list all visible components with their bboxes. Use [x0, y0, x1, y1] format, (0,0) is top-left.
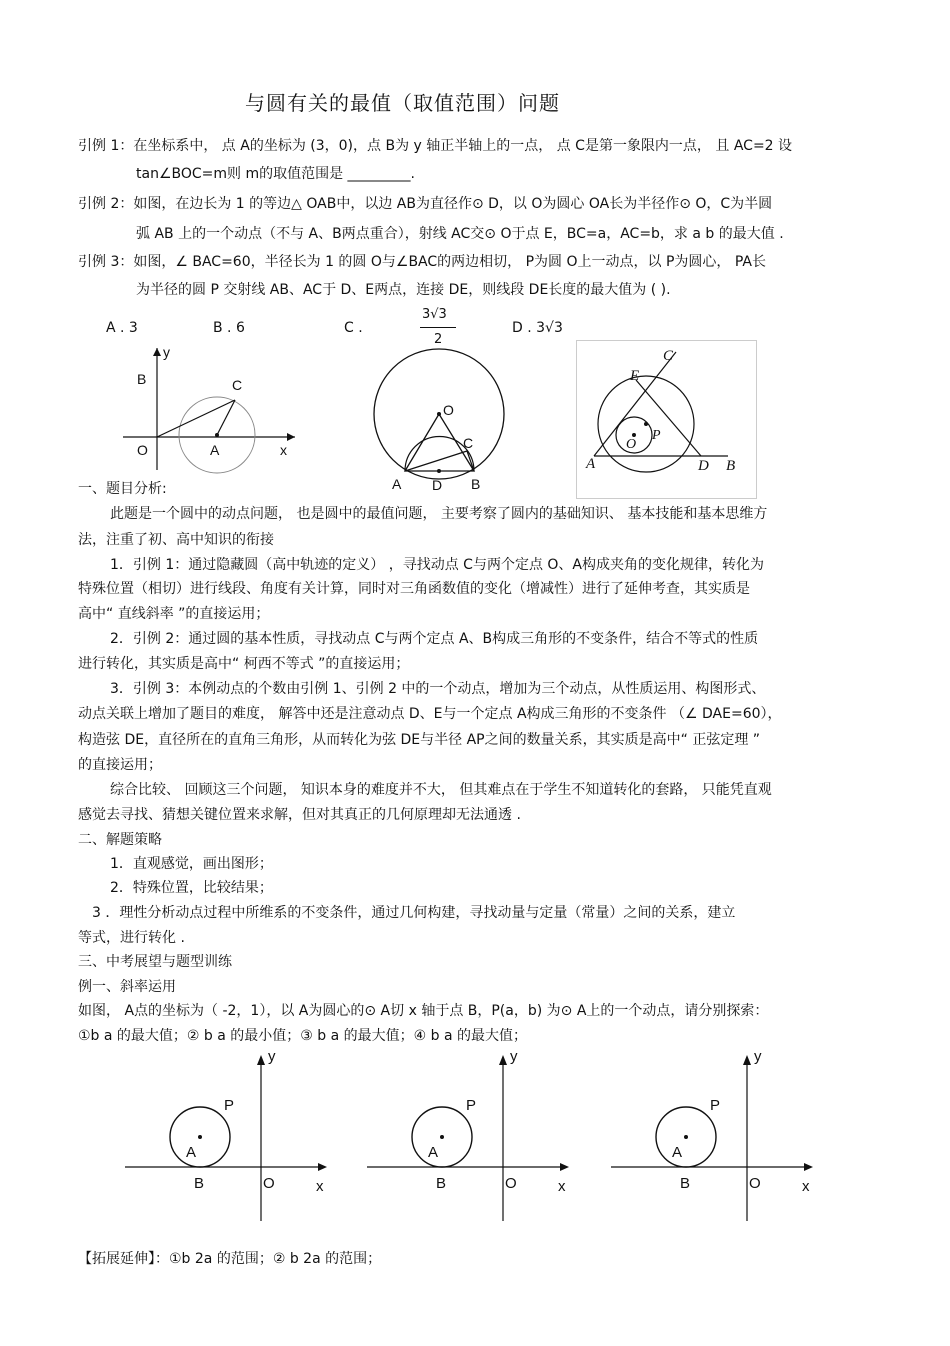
option-d: D . 3√3 — [512, 320, 563, 336]
label-y: y — [163, 344, 170, 360]
ray-ac — [405, 451, 467, 471]
option-a: A . 3 — [106, 320, 138, 336]
intro-line: 弧 AB 上的一个动点（不与 A、B两点重合），射线 AC交⊙ O于点 E，BC=a，AC=b，求 a b 的最大值 . — [136, 226, 784, 242]
strategy-line: 2．特殊位置，比较结果； — [110, 880, 273, 896]
segment-ac — [217, 400, 235, 435]
analysis-line: 高中“ 直线斜率 ”的直接运用； — [78, 606, 270, 622]
intro-line: tan∠BOC=m则 m的取值范围是 _________. — [136, 166, 416, 182]
figure-1 — [115, 340, 305, 475]
label-c: C — [463, 435, 474, 451]
label-p: P — [466, 1097, 477, 1114]
option-b: B . 6 — [213, 320, 245, 336]
label-a: A — [428, 1144, 439, 1161]
label-d: D — [432, 477, 443, 493]
label-e: E — [630, 368, 640, 384]
example-1-title: 例一、斜率运用 — [78, 979, 176, 995]
label-b: B — [137, 371, 147, 387]
example-1-line: ①b a 的最大值；② b a 的最小值；③ b a 的最大值；④ b a 的最大值； — [78, 1028, 528, 1044]
segment-de — [636, 380, 701, 456]
analysis-line: 综合比较、 回顾这三个问题， 知识本身的难度并不大， 但其难点在于学生不知道转化的套路， 只能凭直观 — [110, 782, 772, 798]
section-1-title: 一、题目分析: — [78, 481, 167, 497]
y-arrow-icon — [153, 348, 161, 356]
intro-line: 为半径的圆 P 交射线 AB、AC于 D、E两点，连接 DE，则线段 DE长度的最大值为 ( ). — [136, 282, 671, 298]
analysis-line: 此题是一个圆中的动点问题， 也是圆中的最值问题， 主要考察了圆内的基础知识、 基本技能和基本思维方 — [110, 506, 768, 522]
figure-3 — [576, 340, 758, 500]
analysis-line: 1．引例 1：通过隐藏圆（高中轨迹的定义） ，寻找动点 C与两个定点 O、A构成夹角的变化规律，转化为 — [110, 557, 764, 573]
label-y: y — [510, 1048, 518, 1065]
fraction-bar — [420, 327, 456, 328]
intro-line: 引例 2：如图，在边长为 1 的等边△ OAB中，以边 AB为直径作⊙ D，以 O为圆心 OA长为半径作⊙ O，C为半圆 — [78, 196, 773, 212]
y-arrow-icon — [499, 1055, 507, 1065]
section-3-title: 三、中考展望与题型训练 — [78, 954, 232, 970]
x-arrow-icon — [318, 1163, 327, 1171]
analysis-line: 进行转化，其实质是高中“ 柯西不等式 ”的直接运用； — [78, 656, 410, 672]
label-b: B — [726, 458, 736, 474]
option-c-numerator: 3√3 — [422, 307, 447, 322]
y-arrow-icon — [257, 1055, 265, 1065]
label-b: B — [194, 1175, 205, 1192]
intro-line: 引例 3：如图，∠ BAC=60，半径长为 1 的圆 O与∠BAC的两边相切， P为圆 O上一动点，以 P为圆心， PA长 — [78, 254, 766, 270]
segment-oc — [157, 400, 235, 437]
label-o: O — [137, 442, 148, 458]
section-2-title: 二、解题策略 — [78, 832, 162, 848]
figure-2 — [370, 345, 520, 495]
analysis-line: 的直接运用； — [78, 757, 162, 773]
option-c-denominator: 2 — [434, 332, 443, 347]
analysis-line: 3．引例 3：本例动点的个数由引例 1、引例 2 中的一个动点，增加为三个动点，从性质运用、构图形式、 — [110, 681, 766, 697]
x-arrow-icon — [560, 1163, 569, 1171]
label-o: O — [263, 1175, 275, 1192]
point-o-dot — [437, 412, 441, 416]
label-b: B — [680, 1175, 691, 1192]
analysis-line: 动点关联上增加了题目的难度， 解答中还是注意动点 D、E与一个定点 A构成三角形的不变条件 （∠ DAE=60）， — [78, 706, 782, 722]
strategy-line: 3 ．理性分析动点过程中所维系的不变条件，通过几何构建，寻找动量与定量（常量）之间的关系，建立 — [92, 905, 736, 921]
label-o: O — [443, 402, 454, 418]
label-b: B — [471, 476, 481, 492]
extension-line: 【拓展延伸】：①b 2a 的范围；② b 2a 的范围； — [78, 1251, 382, 1267]
y-arrow-icon — [743, 1055, 751, 1065]
label-p: P — [224, 1097, 235, 1114]
label-a: A — [586, 456, 596, 472]
analysis-line: 构造弦 DE，直径所在的直角三角形，从而转化为弦 DE与半径 AP之间的数量关系，其实质是高中“ 正弦定理 ” — [78, 732, 761, 748]
label-a: A — [672, 1144, 683, 1161]
analysis-line: 感觉去寻找、猜想关键位置来求解，但对其真正的几何原理却无法通透 . — [78, 807, 521, 823]
label-y: y — [268, 1048, 276, 1065]
label-p: P — [710, 1097, 721, 1114]
example-figure-3 — [606, 1045, 821, 1225]
example-1-line: 如图， A点的坐标为（ -2，1），以 A为圆心的⊙ A切 x 轴于点 B，P(a，b) 为⊙ A上的一个动点，请分别探索： — [78, 1003, 769, 1019]
label-a: A — [186, 1144, 197, 1161]
label-a: A — [210, 442, 220, 458]
page-title: 与圆有关的最值（取值范围）问题 — [245, 91, 560, 115]
intro-line: 引例 1：在坐标系中， 点 A的坐标为 (3，0)，点 B为 y 轴正半轴上的一点， 点 C是第一象限内一点， 且 AC=2 设 — [78, 138, 793, 154]
point-a-dot — [684, 1135, 688, 1139]
x-arrow-icon — [804, 1163, 813, 1171]
point-a-dot — [198, 1135, 202, 1139]
label-x: x — [316, 1178, 324, 1195]
label-x: x — [280, 442, 287, 458]
label-c: C — [663, 348, 674, 364]
example-figure-2 — [362, 1045, 577, 1225]
analysis-line: 2．引例 2：通过圆的基本性质，寻找动点 C与两个定点 A、B构成三角形的不变条件，结合不等式的性质 — [110, 631, 759, 647]
label-b: B — [436, 1175, 447, 1192]
option-c-label: C . — [344, 320, 363, 336]
label-o: O — [626, 437, 637, 452]
example-figure-1 — [120, 1045, 335, 1225]
point-p-dot — [644, 422, 648, 426]
label-x: x — [558, 1178, 566, 1195]
strategy-line: 1．直观感觉，画出图形； — [110, 856, 273, 872]
label-d: D — [698, 458, 709, 474]
point-a-dot — [215, 433, 219, 437]
strategy-line: 等式，进行转化 . — [78, 930, 185, 946]
label-o: O — [749, 1175, 761, 1192]
point-a-dot — [440, 1135, 444, 1139]
x-arrow-icon — [287, 433, 295, 441]
point-d-dot — [437, 469, 441, 473]
label-o: O — [505, 1175, 517, 1192]
label-a: A — [392, 476, 402, 492]
label-p: P — [652, 428, 661, 443]
analysis-line: 特殊位置（相切）进行线段、角度有关计算，同时对三角函数值的变化（增减性）进行了延伸考查，其实质是 — [78, 581, 750, 597]
label-y: y — [754, 1048, 762, 1065]
analysis-line: 法，注重了初、高中知识的衔接 — [78, 532, 274, 548]
label-x: x — [802, 1178, 810, 1195]
label-c: C — [232, 377, 243, 393]
